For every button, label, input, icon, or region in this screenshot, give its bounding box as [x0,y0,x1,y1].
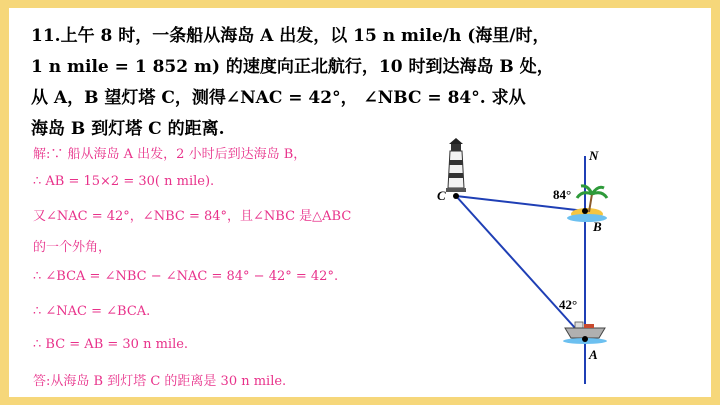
solution-line-4: 的一个外角， [33,240,112,255]
solution-line-7: ∴ BC = AB = 30 n mile. [33,337,189,352]
point-b [582,208,588,214]
segment-ca [456,196,585,339]
label-c: C [437,188,446,203]
point-c [453,193,459,199]
lighthouse-icon [446,138,466,192]
island-icon [567,186,607,222]
solution-line-1: 解:∵ 船从海岛 A 出发，2 小时后到达海岛 B， [33,147,307,162]
solution-line-2: ∴ AB = 15×2 = 30( n mile). [33,174,215,189]
label-b: B [593,219,602,234]
angle-label-b: 84° [553,187,572,202]
content-card [9,8,711,397]
label-n: N [589,148,599,163]
problem-statement [31,21,591,145]
solution-line-6: ∴ ∠NAC = ∠BCA. [33,304,151,319]
point-a [582,336,588,342]
solution-line-8: 答:从海岛 B 到灯塔 C 的距离是 30 n mile. [33,374,287,389]
solution-line-5: ∴ ∠BCA = ∠NBC − ∠NAC = 84° − 42° = 42°. [33,269,339,284]
problem-line-2: 1 n mile = 1 852 m) 的速度向正北航行，10 时到达海岛 B 处， [31,57,554,77]
label-a: A [589,347,598,362]
problem-line-3: 从 A，B 望灯塔 C，测得∠NAC = 42°， ∠NBC = 84°. 求从 [31,88,526,108]
angle-label-a: 42° [559,297,578,312]
solution-line-3: 又∠NAC = 42°，∠NBC = 84°，且∠NBC 是△ABC [33,209,352,224]
geometry-diagram [429,136,669,391]
problem-line-4: 海岛 B 到灯塔 C 的距离. [31,119,225,139]
problem-line-1: 11.上午 8 时，一条船从海岛 A 出发，以 15 n mile/h (海里/时， [31,26,550,46]
